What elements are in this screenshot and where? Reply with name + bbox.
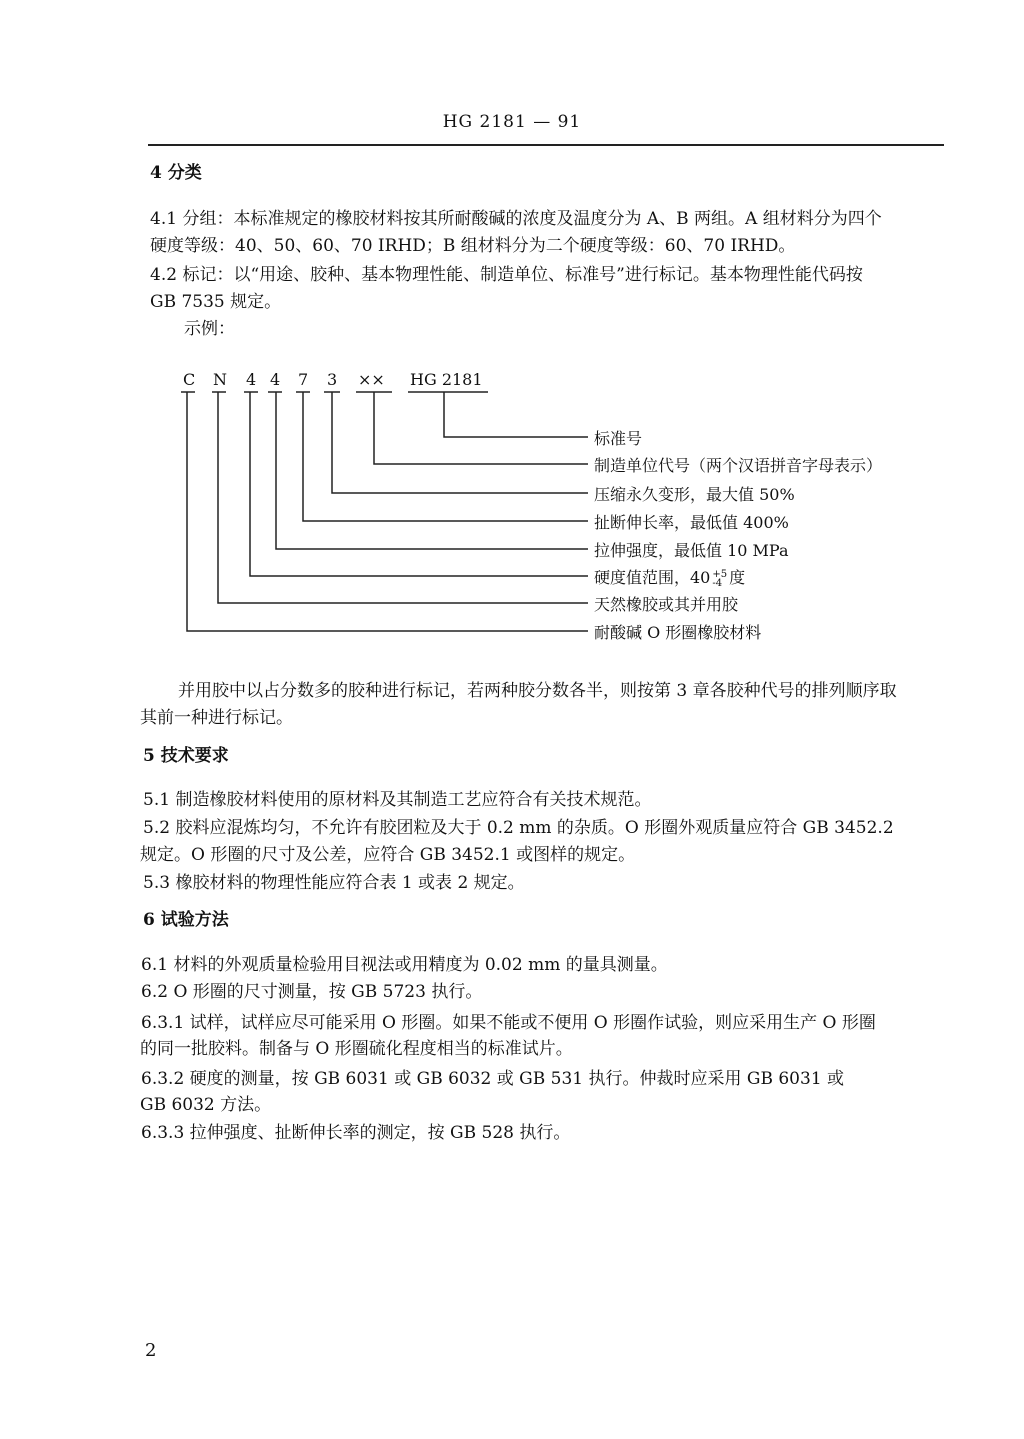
desc-compression-set: 压缩永久变形，最大值 50% [594, 485, 795, 504]
code-char-n: N [213, 370, 227, 389]
paragraph-5-2-line-2: 规定。O 形圈的尺寸及公差，应符合 GB 3452.1 或图样的规定。 [140, 845, 636, 865]
desc-tensile: 拉伸强度，最低值 10 MPa [594, 541, 789, 560]
leader-compression-set [332, 392, 588, 493]
paragraph-5-3: 5.3 橡胶材料的物理性能应符合表 1 或表 2 规定。 [143, 873, 525, 893]
example-label: 示例： [184, 319, 235, 339]
paragraph-4-2-line-2: GB 7535 规定。 [150, 292, 282, 312]
hardness-unit: 度 [729, 568, 746, 587]
desc-hardness-text: 硬度值范围，40 [594, 568, 711, 587]
section-5-heading: 5 技术要求 [143, 746, 229, 766]
code-char-c: C [183, 370, 196, 389]
code-char-4b: 4 [270, 370, 281, 389]
note-line-1: 并用胶中以占分数多的胶种进行标记，若两种胶分数各半，则按第 3 章各胶种代号的排列顺序取 [178, 681, 897, 701]
code-char-4a: 4 [246, 370, 257, 389]
paragraph-5-1: 5.1 制造橡胶材料使用的原材料及其制造工艺应符合有关技术规范。 [143, 790, 652, 810]
desc-manufacturer-code: 制造单位代号（两个汉语拼音字母表示） [594, 456, 883, 475]
leader-manufacturer-code [374, 392, 588, 464]
paragraph-6-3-3: 6.3.3 拉伸强度、扯断伸长率的测定，按 GB 528 执行。 [141, 1123, 571, 1143]
paragraph-6-3-1-line-2: 的同一批胶料。制备与 O 形圈硫化程度相当的标准试片。 [140, 1039, 573, 1059]
code-char-standard: HG 2181 [410, 370, 483, 389]
paragraph-6-3-2-line-2: GB 6032 方法。 [140, 1095, 272, 1115]
paragraph-6-1: 6.1 材料的外观质量检验用目视法或用精度为 0.02 mm 的量具测量。 [141, 955, 668, 975]
hardness-tolerance-plus: +5 [712, 568, 728, 580]
leader-standard-number [444, 392, 588, 437]
paragraph-5-2-line-1: 5.2 胶料应混炼均匀，不允许有胶团粒及大于 0.2 mm 的杂质。O 形圈外观质量应符合 GB 3452.2 [143, 818, 894, 838]
leader-tensile [276, 392, 588, 549]
desc-hardness [594, 565, 745, 588]
code-char-xx: ×× [358, 370, 385, 389]
desc-rubber-type: 天然橡胶或其并用胶 [594, 595, 739, 614]
paragraph-4-1-line-2: 硬度等级：40、50、60、70 IRHD；B 组材料分为二个硬度等级：60、70 IRHD。 [150, 236, 796, 256]
hardness-tolerance [712, 570, 727, 588]
paragraph-6-3-2-line-1: 6.3.2 硬度的测量，按 GB 6031 或 GB 6032 或 GB 531 执行。仲裁时应采用 GB 6031 或 [141, 1069, 845, 1089]
leader-elongation [303, 392, 588, 521]
paragraph-6-2: 6.2 O 形圈的尺寸测量，按 GB 5723 执行。 [141, 982, 483, 1002]
section-4-heading: 4 分类 [150, 163, 202, 183]
section-6-heading: 6 试验方法 [143, 910, 229, 930]
paragraph-4-1-line-1: 4.1 分组：本标准规定的橡胶材料按其所耐酸碱的浓度及温度分为 A、B 两组。A 组材料分为四个 [150, 209, 882, 229]
hardness-tolerance-minus: -4 [712, 577, 723, 589]
leader-rubber-type [218, 392, 588, 603]
paragraph-6-3-1-line-1: 6.3.1 试样，试样应尽可能采用 O 形圈。如果不能或不便用 O 形圈作试验，则应采用生产 O 形圈 [141, 1013, 876, 1033]
desc-elongation: 扯断伸长率，最低值 400% [594, 513, 789, 532]
leader-material [187, 392, 588, 631]
desc-material: 耐酸碱 O 形圈橡胶材料 [594, 623, 762, 642]
page-number: 2 [145, 1340, 157, 1361]
note-line-2: 其前一种进行标记。 [140, 708, 293, 728]
document-code-header: HG 2181 — 91 [442, 112, 582, 132]
desc-standard-number: 标准号 [594, 429, 643, 448]
paragraph-4-2-line-1: 4.2 标记：以“用途、胶种、基本物理性能、制造单位、标准号”进行标记。基本物理性能代码按 [150, 265, 863, 285]
code-char-3: 3 [327, 370, 338, 389]
code-char-7: 7 [298, 370, 309, 389]
